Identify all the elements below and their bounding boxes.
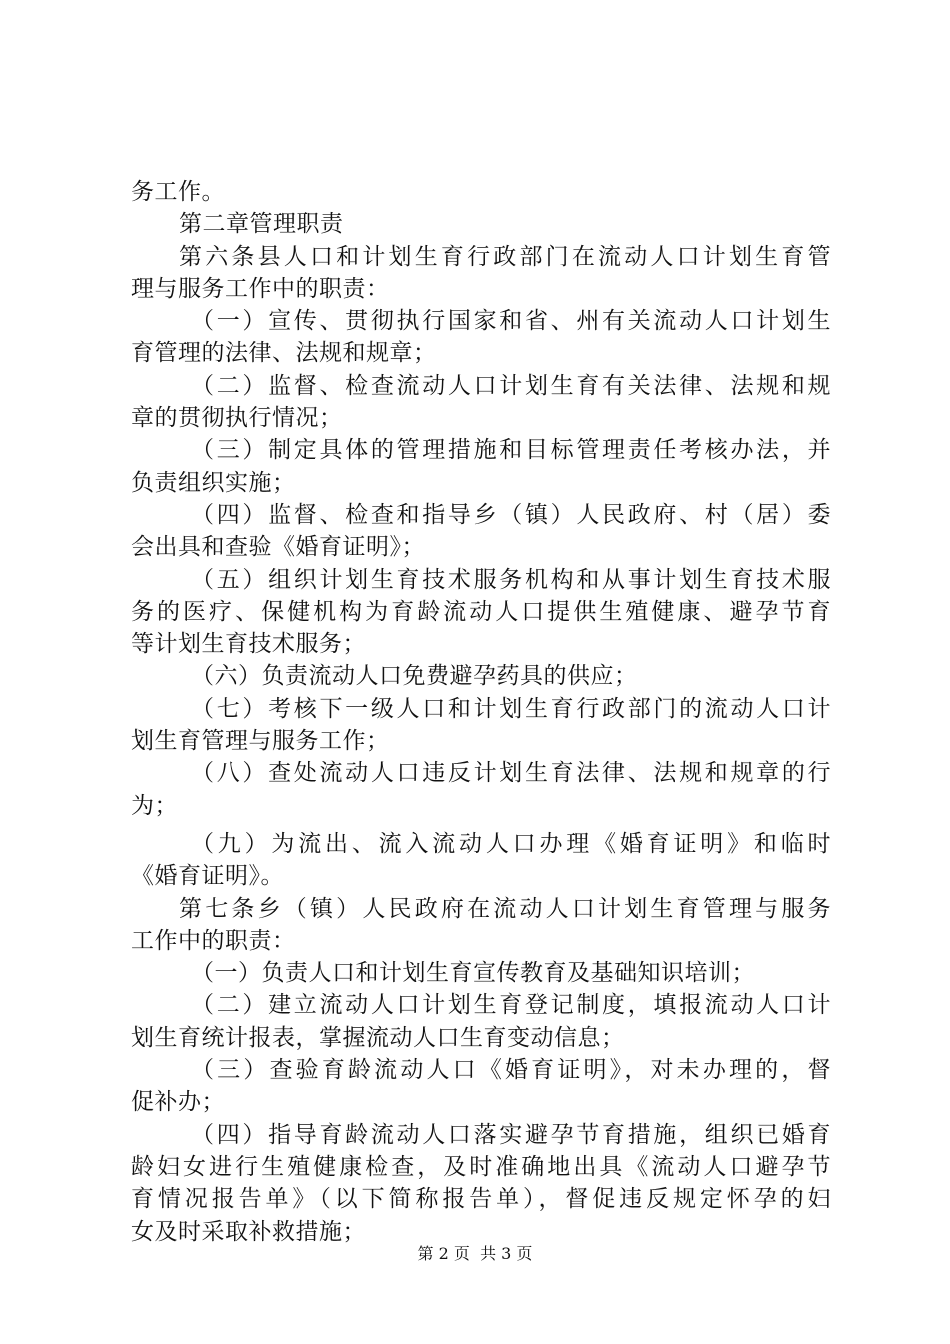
text-line: 育管理的法律、法规和规章； (131, 340, 437, 367)
text-line: 女及时采取补救措施； (131, 1218, 366, 1245)
text-line: 划生育管理与服务工作； (131, 728, 390, 755)
text-line: 务工作。 (131, 179, 225, 205)
text-line: 划生育统计报表，掌握流动人口生育变动信息； (131, 1024, 625, 1051)
clause-line: （二）建立流动人口计划生育登记制度，填报流动人口计 (191, 992, 831, 1019)
text-line: 理与服务工作中的职责： (131, 275, 390, 302)
document-body (131, 176, 831, 1248)
article-line: 第七条乡（镇）人民政府在流动人口计划生育管理与服务 (179, 895, 831, 922)
text-line: 龄妇女进行生殖健康检查，及时准确地出具《流动人口避孕节 (131, 1153, 831, 1180)
text-line: 工作中的职责： (131, 927, 296, 954)
chapter-heading: 第二章管理职责 (179, 211, 344, 238)
page-footer: 第 2 页 共 3 页 (417, 1244, 533, 1263)
clause-line: （五）组织计划生育技术服务机构和从事计划生育技术服 (191, 566, 831, 593)
text-line: 促补办； (131, 1089, 225, 1116)
clause-line: （八）查处流动人口违反计划生育法律、法规和规章的行 (191, 760, 831, 787)
clause-line: （六）负责流动人口免费避孕药具的供应； (191, 663, 638, 690)
text-line: 为； (131, 792, 178, 819)
clause-line: （三）制定具体的管理措施和目标管理责任考核办法，并 (191, 437, 831, 464)
clause-line: （四）指导育龄流动人口落实避孕节育措施，组织已婚育 (191, 1121, 831, 1148)
text-line: 负责组织实施； (131, 469, 296, 496)
text-line: 等计划生育技术服务； (131, 631, 366, 658)
text-line: 章的贯彻执行情况； (131, 405, 343, 432)
text-line: 务的医疗、保健机构为育龄流动人口提供生殖健康、避孕节育 (131, 598, 831, 625)
clause-line: （一）宣传、贯彻执行国家和省、州有关流动人口计划生 (191, 308, 831, 335)
clause-line: （三）查验育龄流动人口《婚育证明》，对未办理的，督 (191, 1057, 831, 1084)
clause-line: （九）为流出、流入流动人口办理《婚育证明》和临时 (191, 830, 831, 857)
clause-line: （二）监督、检查流动人口计划生育有关法律、法规和规 (191, 372, 831, 399)
text-line: 会出具和查验《婚育证明》； (131, 534, 425, 561)
text-line: 育情况报告单》（以下简称报告单），督促违反规定怀孕的妇 (131, 1186, 831, 1213)
clause-line: （四）监督、检查和指导乡（镇）人民政府、村（居）委 (191, 501, 831, 528)
article-line: 第六条县人口和计划生育行政部门在流动人口计划生育管 (179, 243, 831, 270)
text-line: 《婚育证明》。 (131, 863, 284, 890)
clause-line: （七）考核下一级人口和计划生育行政部门的流动人口计 (191, 695, 831, 722)
clause-line: （一）负责人口和计划生育宣传教育及基础知识培训； (191, 960, 755, 987)
